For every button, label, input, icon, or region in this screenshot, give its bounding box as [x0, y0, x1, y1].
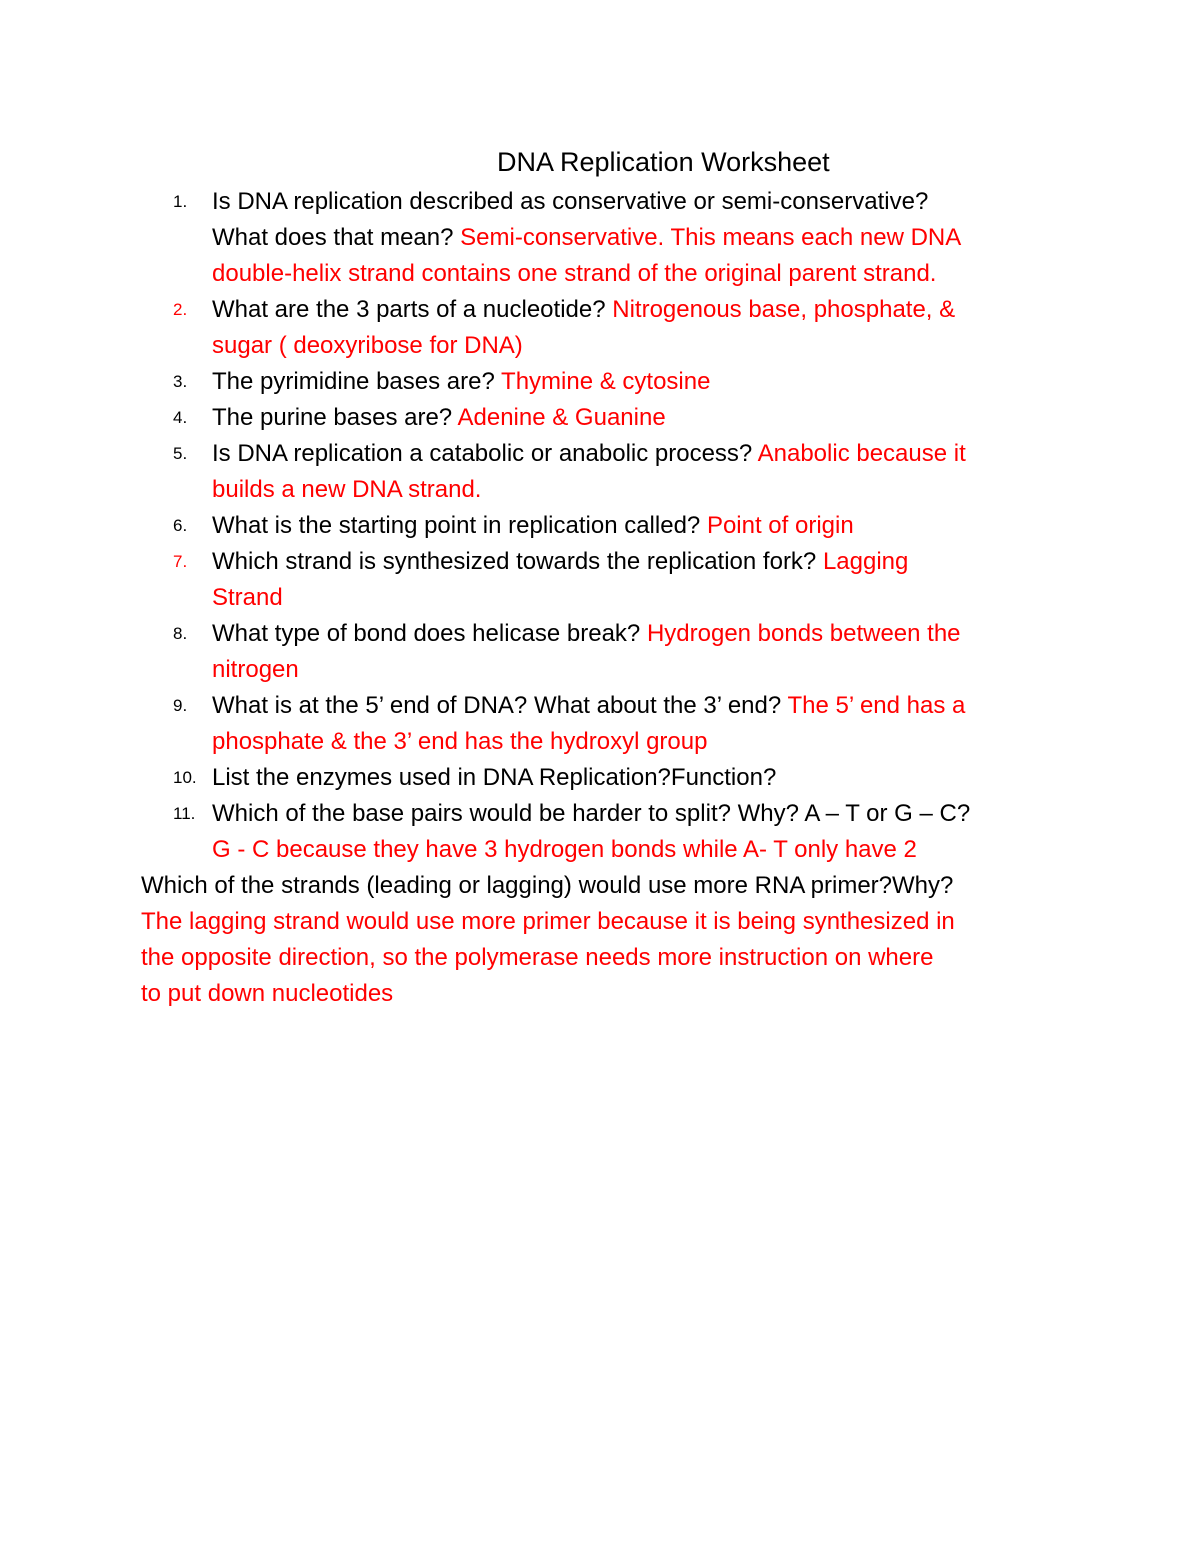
question-number: 5. [173, 444, 188, 463]
question-text: What is the starting point in replication called? [212, 512, 707, 539]
question-item-5 [0, 436, 1200, 508]
answer-text: G - C because they have 3 hydrogen bonds while A- T only have 2 [212, 836, 917, 863]
question-body [212, 544, 1092, 616]
question-item-11 [0, 796, 1200, 868]
question-body [212, 508, 1092, 544]
question-body [212, 616, 1092, 688]
question-text: The pyrimidine bases are? [212, 368, 502, 395]
answer-text: Semi-conservative. This means each new DNA double-helix strand contains one strand of the original parent strand. [212, 224, 962, 287]
question-body [212, 688, 1092, 760]
question-item-7 [0, 544, 1200, 616]
question-text: The purine bases are? [212, 404, 458, 431]
question-text: What are the 3 parts of a nucleotide? [212, 296, 613, 323]
question-list [0, 184, 1200, 868]
question-text: Which strand is synthesized towards the replication fork? [212, 548, 823, 575]
question-number: 3. [173, 372, 188, 391]
answer-text: Lagging Strand [212, 548, 909, 611]
question-body [212, 760, 1092, 796]
question-item-10 [0, 760, 1200, 796]
question-item-3 [0, 364, 1200, 400]
question-item-1 [0, 184, 1200, 292]
question-body [212, 400, 1092, 436]
question-number: 1. [173, 192, 188, 211]
question-number: 7. [173, 552, 188, 571]
question-body [212, 796, 1092, 868]
question-item-2 [0, 292, 1200, 364]
question-number: 10. [173, 768, 197, 787]
question-item-8 [0, 616, 1200, 688]
final-answer-text: The lagging strand would use more primer because it is being synthesized in the opposite direction, so the polymerase needs more instruction on where to put down nucleotides [141, 908, 955, 1007]
question-body [212, 292, 1092, 364]
final-question-text: Which of the strands (leading or lagging) would use more RNA primer?Why? [141, 872, 954, 899]
question-text: List the enzymes used in DNA Replication?Function? [212, 764, 777, 791]
answer-text: Point of origin [706, 512, 854, 539]
question-item-4 [0, 400, 1200, 436]
question-body [212, 436, 1092, 508]
question-number: 8. [173, 624, 188, 643]
question-item-9 [0, 688, 1200, 760]
question-text: Is DNA replication described as conservative or semi-conservative? What does that mean? [212, 188, 929, 251]
answer-text: Anabolic because it builds a new DNA strand. [212, 440, 966, 503]
question-text: What is at the 5’ end of DNA? What about the 3’ end? [212, 692, 788, 719]
question-body [212, 364, 1092, 400]
answer-text: Adenine & Guanine [457, 404, 666, 431]
question-number: 11. [173, 804, 196, 823]
answer-text: Nitrogenous base, phosphate, & sugar ( deoxyribose for DNA) [212, 296, 956, 359]
answer-text: Hydrogen bonds between the nitrogen [212, 620, 961, 683]
question-text: What type of bond does helicase break? [212, 620, 647, 647]
question-number: 9. [173, 696, 188, 715]
question-number: 4. [173, 408, 188, 427]
question-number: 2. [173, 300, 188, 319]
answer-text: Thymine & cytosine [501, 368, 711, 395]
question-body [212, 184, 1092, 292]
worksheet-title: DNA Replication Worksheet [497, 147, 830, 177]
question-number: 6. [173, 516, 188, 535]
final-question [141, 868, 1081, 1012]
question-text: Is DNA replication a catabolic or anabolic process? [212, 440, 758, 467]
question-text: Which of the base pairs would be harder to split? Why? A – T or G – C? [212, 800, 971, 827]
question-item-6 [0, 508, 1200, 544]
answer-text: The 5’ end has a phosphate & the 3’ end has the hydroxyl group [212, 692, 966, 755]
